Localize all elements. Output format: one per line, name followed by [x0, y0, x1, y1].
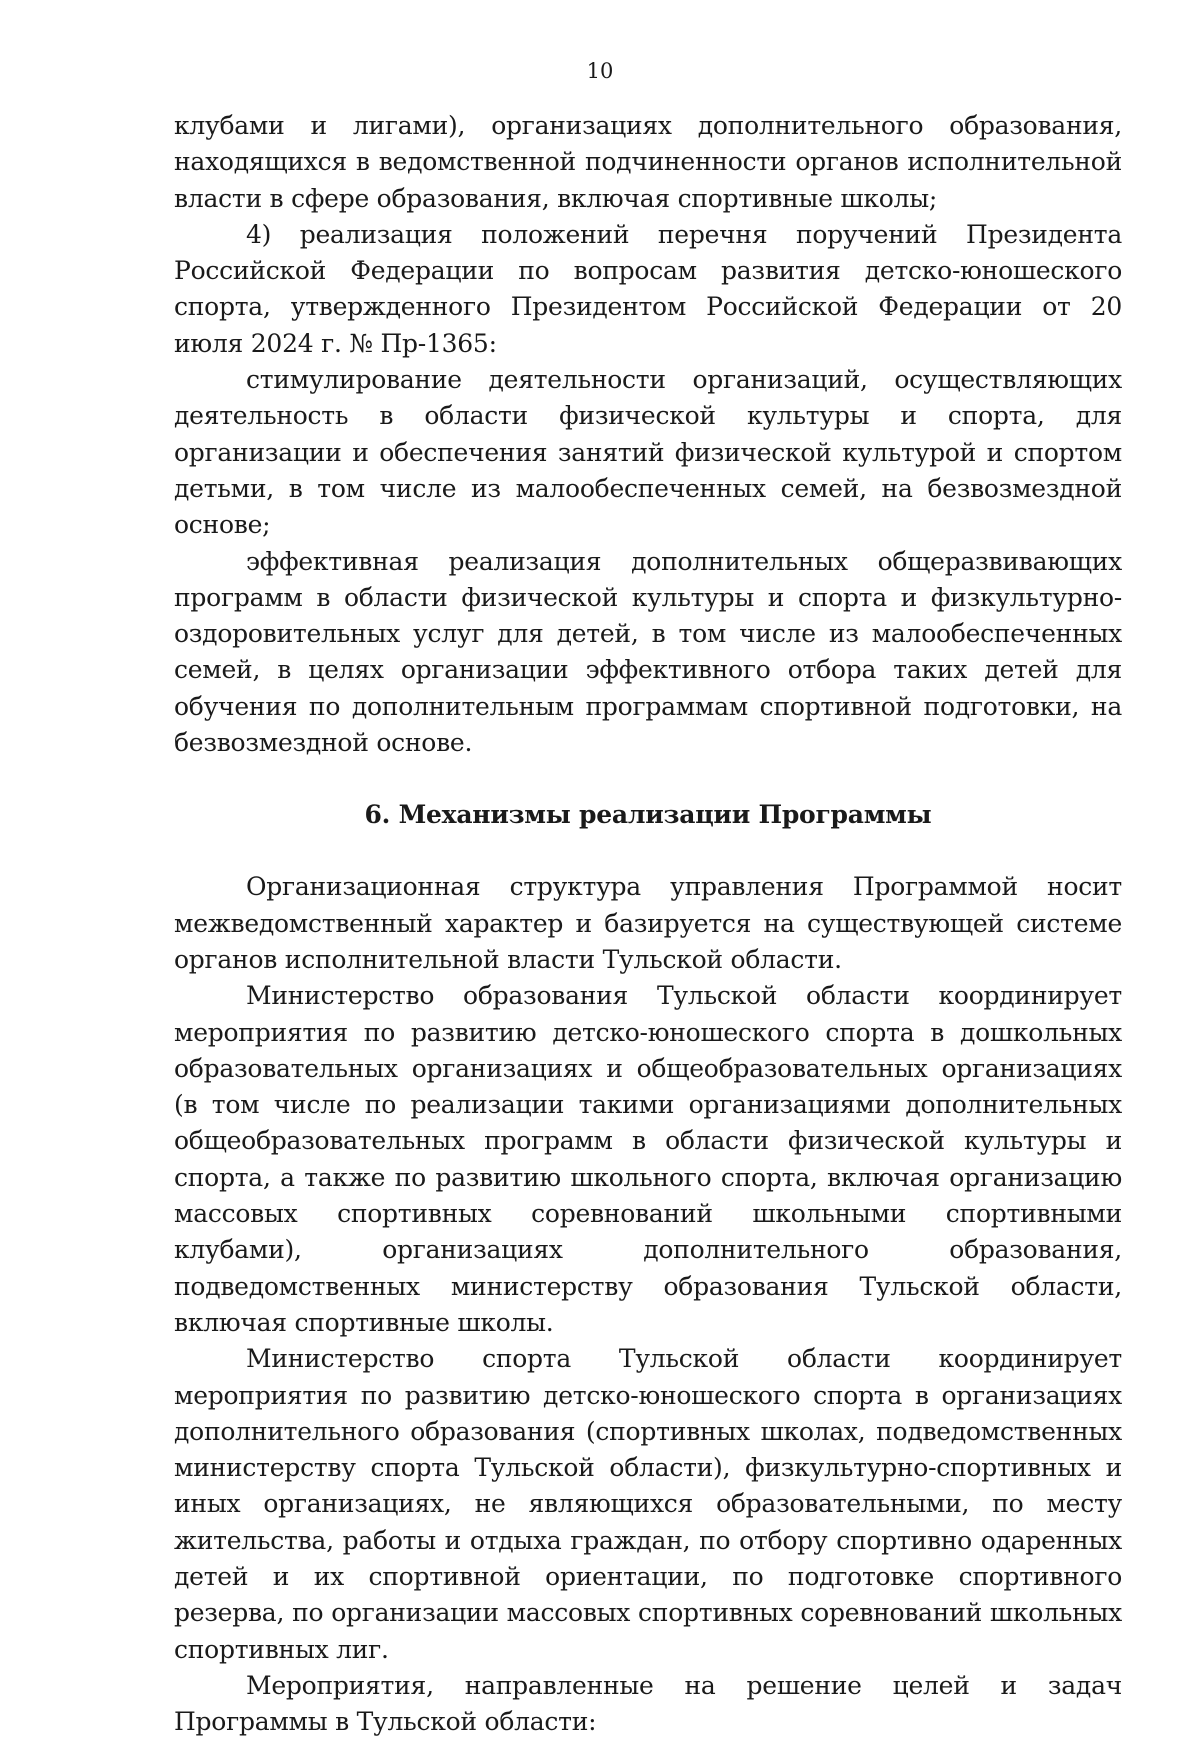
section-heading: 6. Механизмы реализации Программы: [364, 800, 932, 830]
paragraph-item-4: 4) реализация положений перечня поручений Президента Российской Федерации по вопросам развития детско-юношеского спорта, утвержденного Президентом Российской Федерации от 20 июля 2024 г. № Пр-1365:: [174, 219, 1122, 358]
page-number: 10: [586, 59, 614, 83]
paragraph-measures: Мероприятия, направленные на решение целей и задач Программы в Тульской области:: [174, 1670, 1122, 1737]
paragraph-continuation: клубами и лигами), организациях дополнительного образования, находящихся в ведомственной подчиненности органов исполнительной власти в сфере образования, включая спортивные школы;: [174, 111, 1122, 213]
paragraph-ministry-sport: Министерство спорта Тульской области координирует мероприятия по развитию детско-юношеского спорта в организациях дополнительного образования (спортивных школах, подведомственных министерству спорта Тульской области), физкультурно-спортивных и иных организациях, не являющихся образовательными, по месту жительства, работы и отдыха граждан, по отбору спортивно одаренных детей и их спортивной ориентации, по подготовке спортивного резерва, по организации массовых спортивных соревнований школьных спортивных лиг.: [174, 1344, 1122, 1664]
paragraph-effective-implementation: эффективная реализация дополнительных общеразвивающих программ в области физической культуры и спорта и физкультурно-оздоровительных услуг для детей, в том числе из малообеспеченных семей, в целях организации эффективного отбора таких детей для обучения по дополнительным программам спортивной подготовки, на безвозмездной основе.: [174, 546, 1122, 758]
paragraph-stimulation: стимулирование деятельности организаций, осуществляющих деятельность в области физической культуры и спорта, для организации и обеспечения занятий физической культурой и спортом детьми, в том числе из малообеспеченных семей, на безвозмездной основе;: [174, 365, 1122, 540]
paragraph-ministry-education: Министерство образования Тульской области координирует мероприятия по развитию детско-юношеского спорта в дошкольных образовательных организациях и общеобразовательных организациях (в том числе по реализации такими организациями дополнительных общеобразовательных программ в области физической культуры и спорта, а также по развитию школьного спорта, включая организацию массовых спортивных соревнований школьными спортивными клубами), организациях дополнительного образования, подведомственных министерству образования Тульской области, включая спортивные школы.: [174, 981, 1122, 1337]
paragraph-org-structure: Организационная структура управления Программой носит межведомственный характер и базируется на существующей системе органов исполнительной власти Тульской области.: [174, 872, 1122, 974]
document-body: [174, 108, 1122, 1740]
